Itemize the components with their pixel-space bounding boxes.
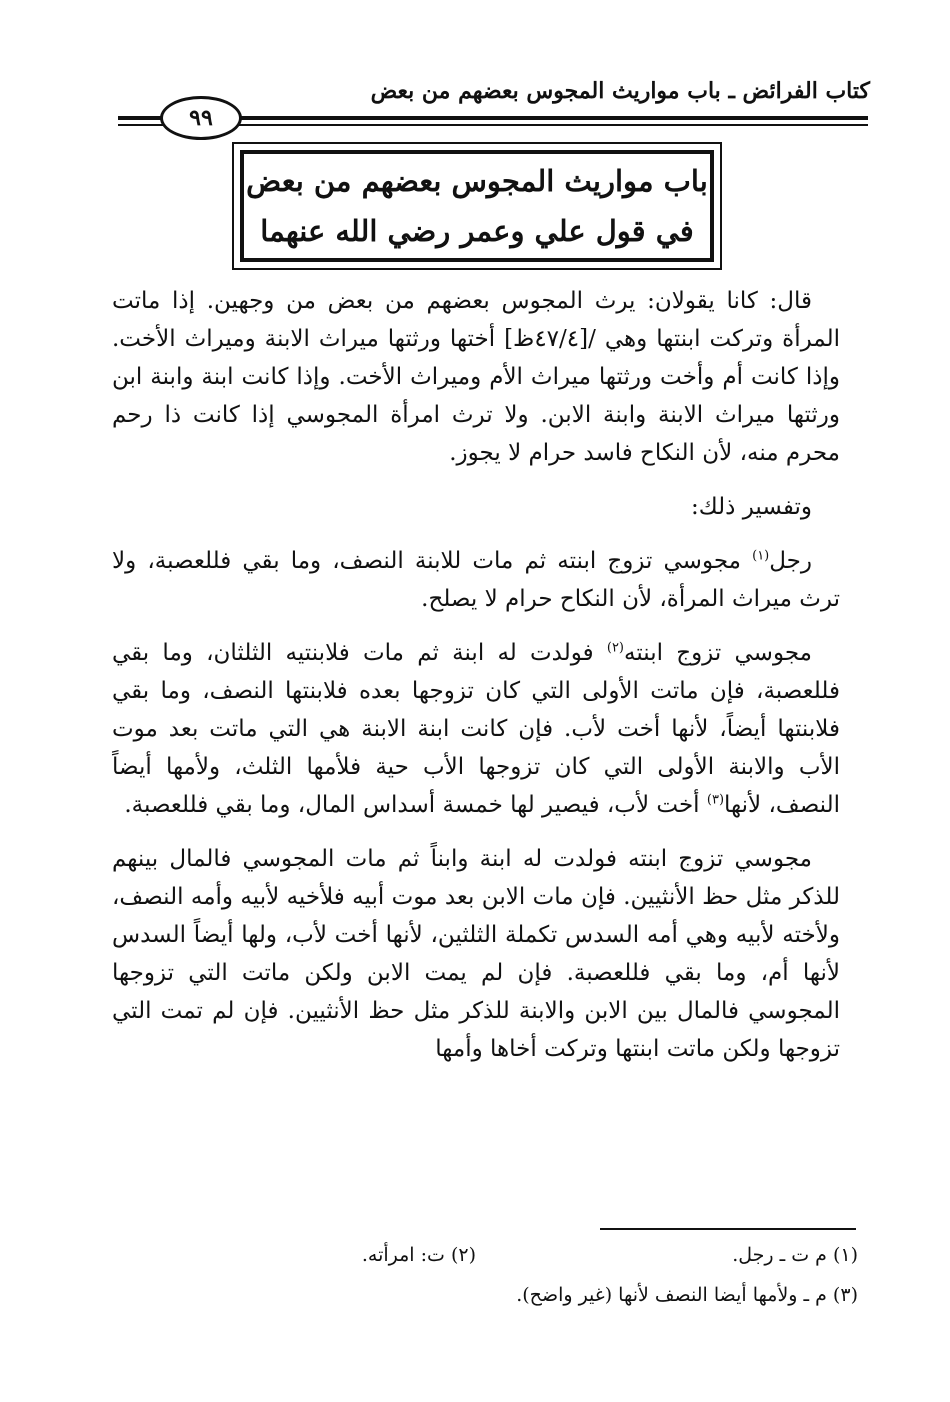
chapter-title-frame	[232, 142, 722, 270]
paragraph-4	[112, 634, 840, 824]
paragraph-4-middle: فولدت له ابنة ثم مات فلابنتيه الثلثان، وما بقي فللعصبة، فإن ماتت الأولى التي كان تزوجها بعده فلابنتها النصف، وما بقي فلابنتها أيضاً، لأنها أخت لأب. فإن كانت ابنة الابنة هي التي ماتت بعد موت الأب والابنة الأولى التي كان تزوجها الأب حية فلأمها الثلث، ولأمها أيضاً النصف، لأنها	[112, 640, 840, 818]
paragraph-3	[112, 542, 840, 618]
chapter-title-line-1: باب مواريث المجوس بعضهم من بعض	[246, 164, 708, 198]
paragraph-4-end: أخت لأب، فيصير لها خمسة أسداس المال، وما بقي فللعصبة.	[124, 792, 707, 818]
body-text	[112, 282, 840, 1068]
footnote-1: (١) م ت ـ رجل.	[732, 1244, 858, 1266]
footnote-separator	[600, 1228, 856, 1230]
paragraph-5: مجوسي تزوج ابنته فولدت له ابنة وابناً ثم مات المجوسي فالمال بينهم للذكر مثل حظ الأنثيين. فإن مات الابن بعد موت أبيه فلأخيه لأبيه وأمه النصف، ولأخته لأبيه وهي أمه السدس تكملة الثلثين، لأنها أخت لأب، ولها أيضاً السدس لأنها أم، وما بقي فللعصبة. فإن لم يمت الابن ولكن ماتت التي تزوجها المجوسي فالمال بين الابن والابنة للذكر مثل حظ الأنثيين. فإن لم تمت التي تزوجها ولكن ماتت ابنتها وتركت أخاها وأمها	[112, 846, 840, 1062]
footnote-3: (٣) م ـ ولأمها أيضا النصف لأنها (غير واضح).	[516, 1284, 858, 1306]
running-header: كتاب الفرائض ـ باب مواريث المجوس بعضهم من بعض	[370, 78, 870, 104]
paragraph-3-rest: مجوسي تزوج ابنته ثم مات للابنة النصف، وما بقي فللعصبة، ولا ترث ميراث المرأة، لأن النكاح حرام لا يصلح.	[112, 548, 840, 612]
paragraph-4-start: مجوسي تزوج ابنته	[624, 640, 812, 666]
footnote-2: (٢) ت: امرأته.	[361, 1244, 476, 1266]
chapter-title-inner-frame	[240, 150, 714, 262]
chapter-title-line-2: في قول علي وعمر رضي الله عنهما	[260, 214, 694, 248]
footnote-ref-1: (١)	[752, 548, 770, 564]
footnote-ref-2: (٢)	[606, 640, 624, 656]
paragraph-3-start: رجل	[769, 548, 812, 574]
paragraph-2: وتفسير ذلك:	[691, 494, 812, 520]
footnote-ref-3: (٣)	[706, 792, 725, 808]
page-number: ٩٩	[160, 96, 242, 140]
paragraph-1: قال: كانا يقولان: يرث المجوس بعضهم من بعض من وجهين. إذا ماتت المرأة وتركت ابنتها وهي /[٤٧/٤ظ] أختها ورثتها ميراث الابنة وميراث الأخت. وإذا كانت أم وأخت ورثتها ميراث الأم وميراث الأخت. وإذا كانت ابنة وابنة ابن ورثتها ميراث الابنة وابنة الابن. ولا ترث امرأة المجوسي إذا كانت ذا رحم محرم منه، لأن النكاح فاسد حرام لا يجوز.	[112, 288, 840, 466]
